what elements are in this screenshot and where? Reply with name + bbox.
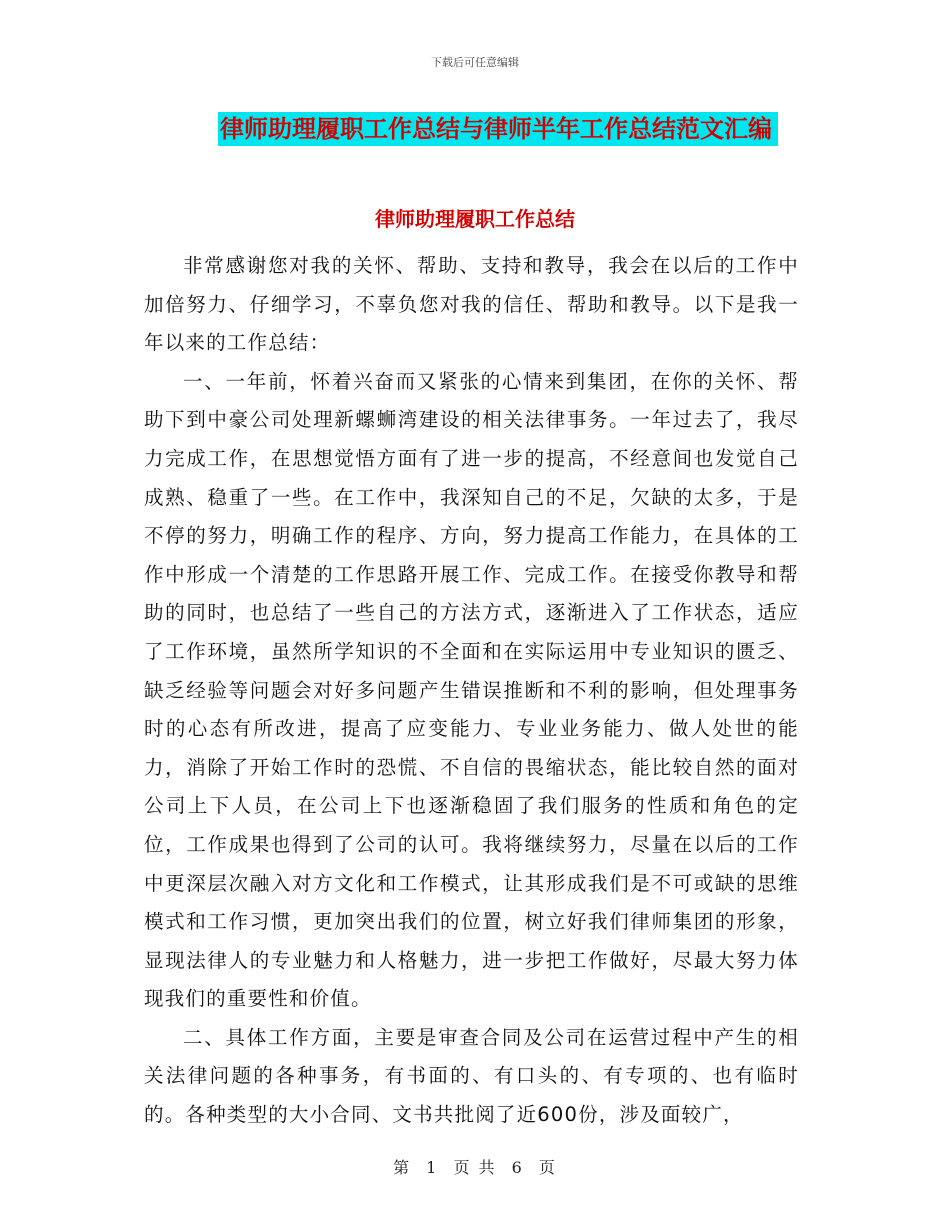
page-total: 6 <box>511 1158 524 1177</box>
paragraph: 二、具体工作方面，主要是审查合同及公司在运营过程中产生的相关法律问题的各种事务，有书面的、有口头的、有专项的、也有临时的。各种类型的大小合同、文书共批阅了近600份，涉及面较广， <box>144 1025 799 1127</box>
document-title: 律师助理履职工作总结与律师半年工作总结范文汇编 <box>218 112 778 146</box>
paragraph: 一、一年前，怀着兴奋而又紧张的心情来到集团，在你的关怀、帮助下到中豪公司处理新螺蛳湾建设的相关法律事务。一年过去了，我尽力完成工作，在思想觉悟方面有了进一步的提高，不经意间也发觉自己成熟、稳重了一些。在工作中，我深知自己的不足，欠缺的太多，于是不停的努力，明确工作的程序、方向，努力提高工作能力，在具体的工作中形成一个清楚的工作思路开展工作、完成工作。在接受你教导和帮助的同时，也总结了一些自己的方法方式，逐渐进入了工作状态，适应了工作环境，虽然所学知识的不全面和在实际运用中专业知识的匮乏、缺乏经验等问题会对好多问题产生错误推断和不利的影响，但处理事务时的心态有所改进，提高了应变能力、专业业务能力、做人处世的能力，消除了开始工作时的恐慌、不自信的畏缩状态，能比较自然的面对公司上下人员，在公司上下也逐渐稳固了我们服务的性质和角色的定位，工作成果也得到了公司的认可。我将继续努力，尽量在以后的工作中更深层次融入对方文化和工作模式，让其形成我们是不可或缺的思维模式和工作习惯，更加突出我们的位置，树立好我们律师集团的形象，显现法律人的专业魅力和人格魅力，进一步把工作做好，尽最大努力体现我们的重要性和价值。 <box>144 369 799 1011</box>
paragraph: 非常感谢您对我的关怀、帮助、支持和教导，我会在以后的工作中加倍努力、仔细学习，不辜负您对我的信任、帮助和教导。以下是我一年以来的工作总结： <box>144 254 799 355</box>
header-note: 下载后可任意编辑 <box>431 56 519 69</box>
document-title-container <box>0 112 950 146</box>
page-footer <box>0 1155 950 1178</box>
section-title: 律师助理履职工作总结 <box>375 207 575 231</box>
page-label-mid: 页 共 <box>453 1158 497 1177</box>
document-body <box>144 247 799 1135</box>
page-current: 1 <box>426 1158 439 1177</box>
page-label-prefix: 第 <box>393 1158 412 1177</box>
page-label-suffix: 页 <box>538 1158 557 1177</box>
